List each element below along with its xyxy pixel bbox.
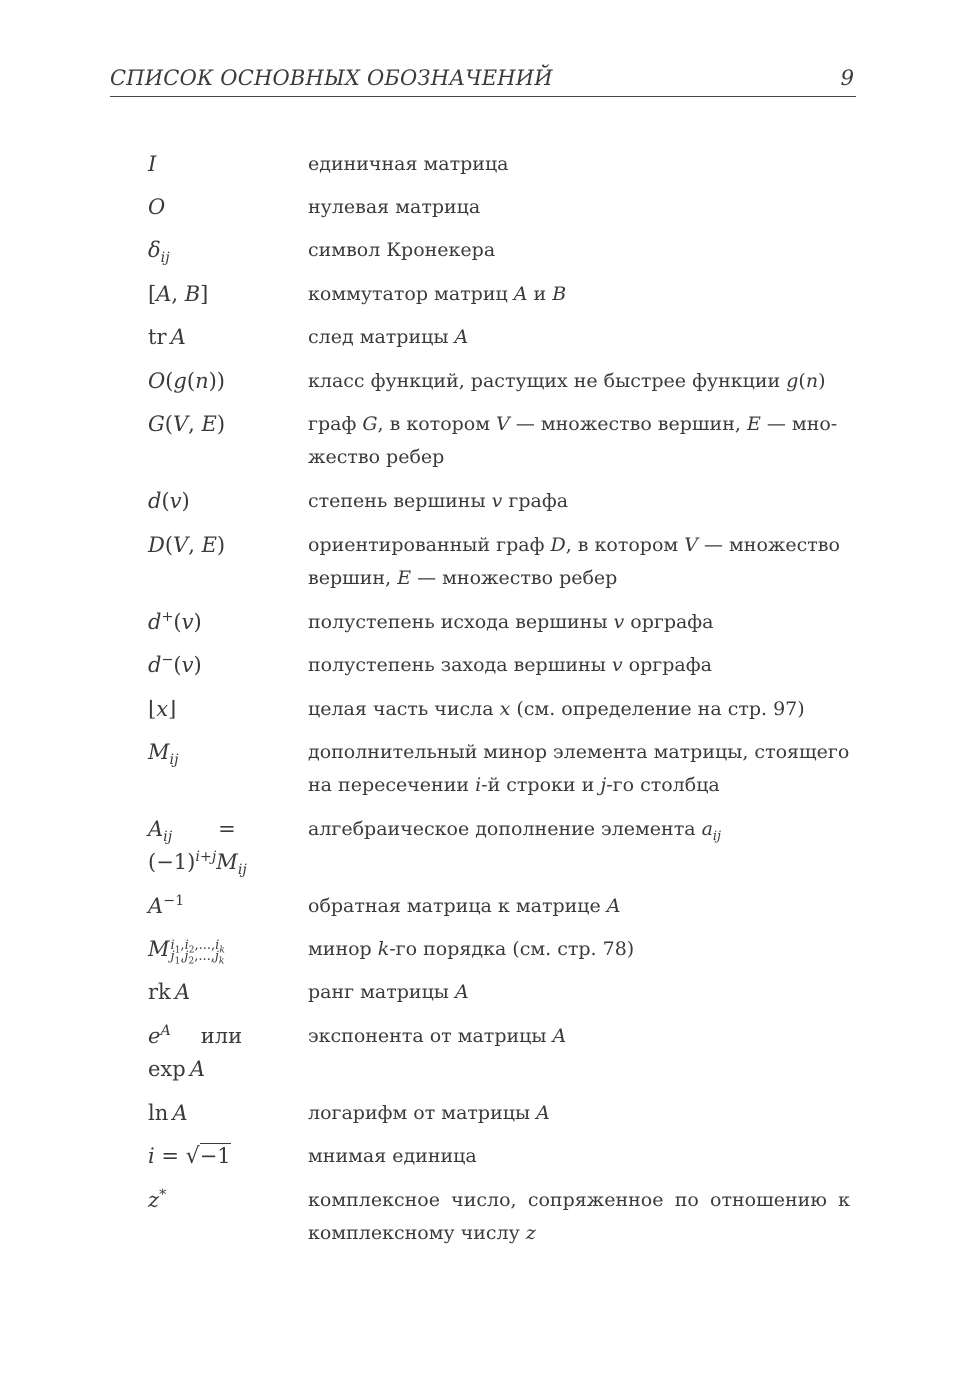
notation-symbol: D(V, E) [148, 533, 226, 557]
notation-description: нулевая матрица [308, 196, 481, 218]
notation-symbol: d+(v) [148, 609, 202, 634]
header-title: СПИСОК ОСНОВНЫХ ОБОЗНАЧЕНИЙ [110, 66, 553, 90]
notation-symbol: ⌊x⌋ [148, 697, 177, 721]
notation-description: класс функций, растущих не быстрее функции g(n) [308, 370, 826, 392]
notation-description: полустепень захода вершины v орграфа [308, 654, 712, 676]
notation-symbol: $\delta_{ij}$ [148, 238, 170, 267]
notation-symbol: z* [148, 1187, 167, 1212]
notation-description: обратная матрица к матрице A [308, 895, 621, 917]
notation-description: степень вершины v графа [308, 490, 569, 512]
notation-description: коммутатор матриц A и B [308, 283, 567, 305]
running-header [110, 66, 856, 97]
notation-description: комплексное число, сопряженное по отношению к комплексному числу z [308, 1189, 850, 1244]
page-number: 9 [840, 66, 854, 90]
notation-description: минор k-го порядка (см. стр. 78) [308, 938, 635, 960]
notation-symbol: O(g(n)) [148, 369, 225, 393]
notation-symbol: G(V, E) [148, 412, 226, 436]
notation-symbol: I [148, 152, 157, 176]
notation-symbol: tr A [148, 325, 186, 349]
notation-description: ориентированный граф D, в котором V — множество вершин, E — множество ребер [308, 534, 840, 589]
notation-symbol: M $i_1,i_2,...,i_k$ $j_1,j_2,...,j_k$ [148, 937, 225, 967]
notation-description: алгебраическое дополнение элемента $a_{ij}$ [308, 818, 722, 844]
notation-symbol: O [148, 195, 166, 219]
notation-symbol: ln A [148, 1101, 188, 1125]
notation-description: экспонента от матрицы A [308, 1025, 567, 1047]
notation-description: полустепень исхода вершины v орграфа [308, 611, 714, 633]
notation-symbol: d(v) [148, 489, 190, 513]
notation-symbol: $e^A$ или exp A [148, 1023, 243, 1081]
notation-description: граф G, в котором V — множество вершин, E — мно- жество ребер [308, 413, 838, 468]
notation-symbol: rk A [148, 980, 191, 1004]
notation-symbol: $A_{ij}$ = $(-1)^{i+j}M_{ij}$ [148, 817, 247, 879]
notation-symbol: i = √−1 [148, 1144, 231, 1169]
notation-description: мнимая единица [308, 1145, 477, 1167]
notation-description: единичная матрица [308, 153, 509, 175]
notation-description: целая часть числа x (см. определение на стр. 97) [308, 698, 805, 720]
notation-description: дополнительный минор элемента матрицы, стоящего на пересечении i-й строки и j-го столбца [308, 741, 850, 796]
notation-symbol: [A, B] [148, 282, 209, 306]
notation-description: след матрицы A [308, 326, 469, 348]
notation-description: ранг матрицы A [308, 981, 469, 1003]
notation-description: символ Кронекера [308, 239, 496, 261]
notation-symbol: d−(v) [148, 652, 202, 677]
notation-description: логарифм от матрицы A [308, 1102, 550, 1124]
notation-symbol: $A^{-1}$ [148, 893, 185, 918]
notation-symbol: $M_{ij}$ [148, 740, 179, 769]
